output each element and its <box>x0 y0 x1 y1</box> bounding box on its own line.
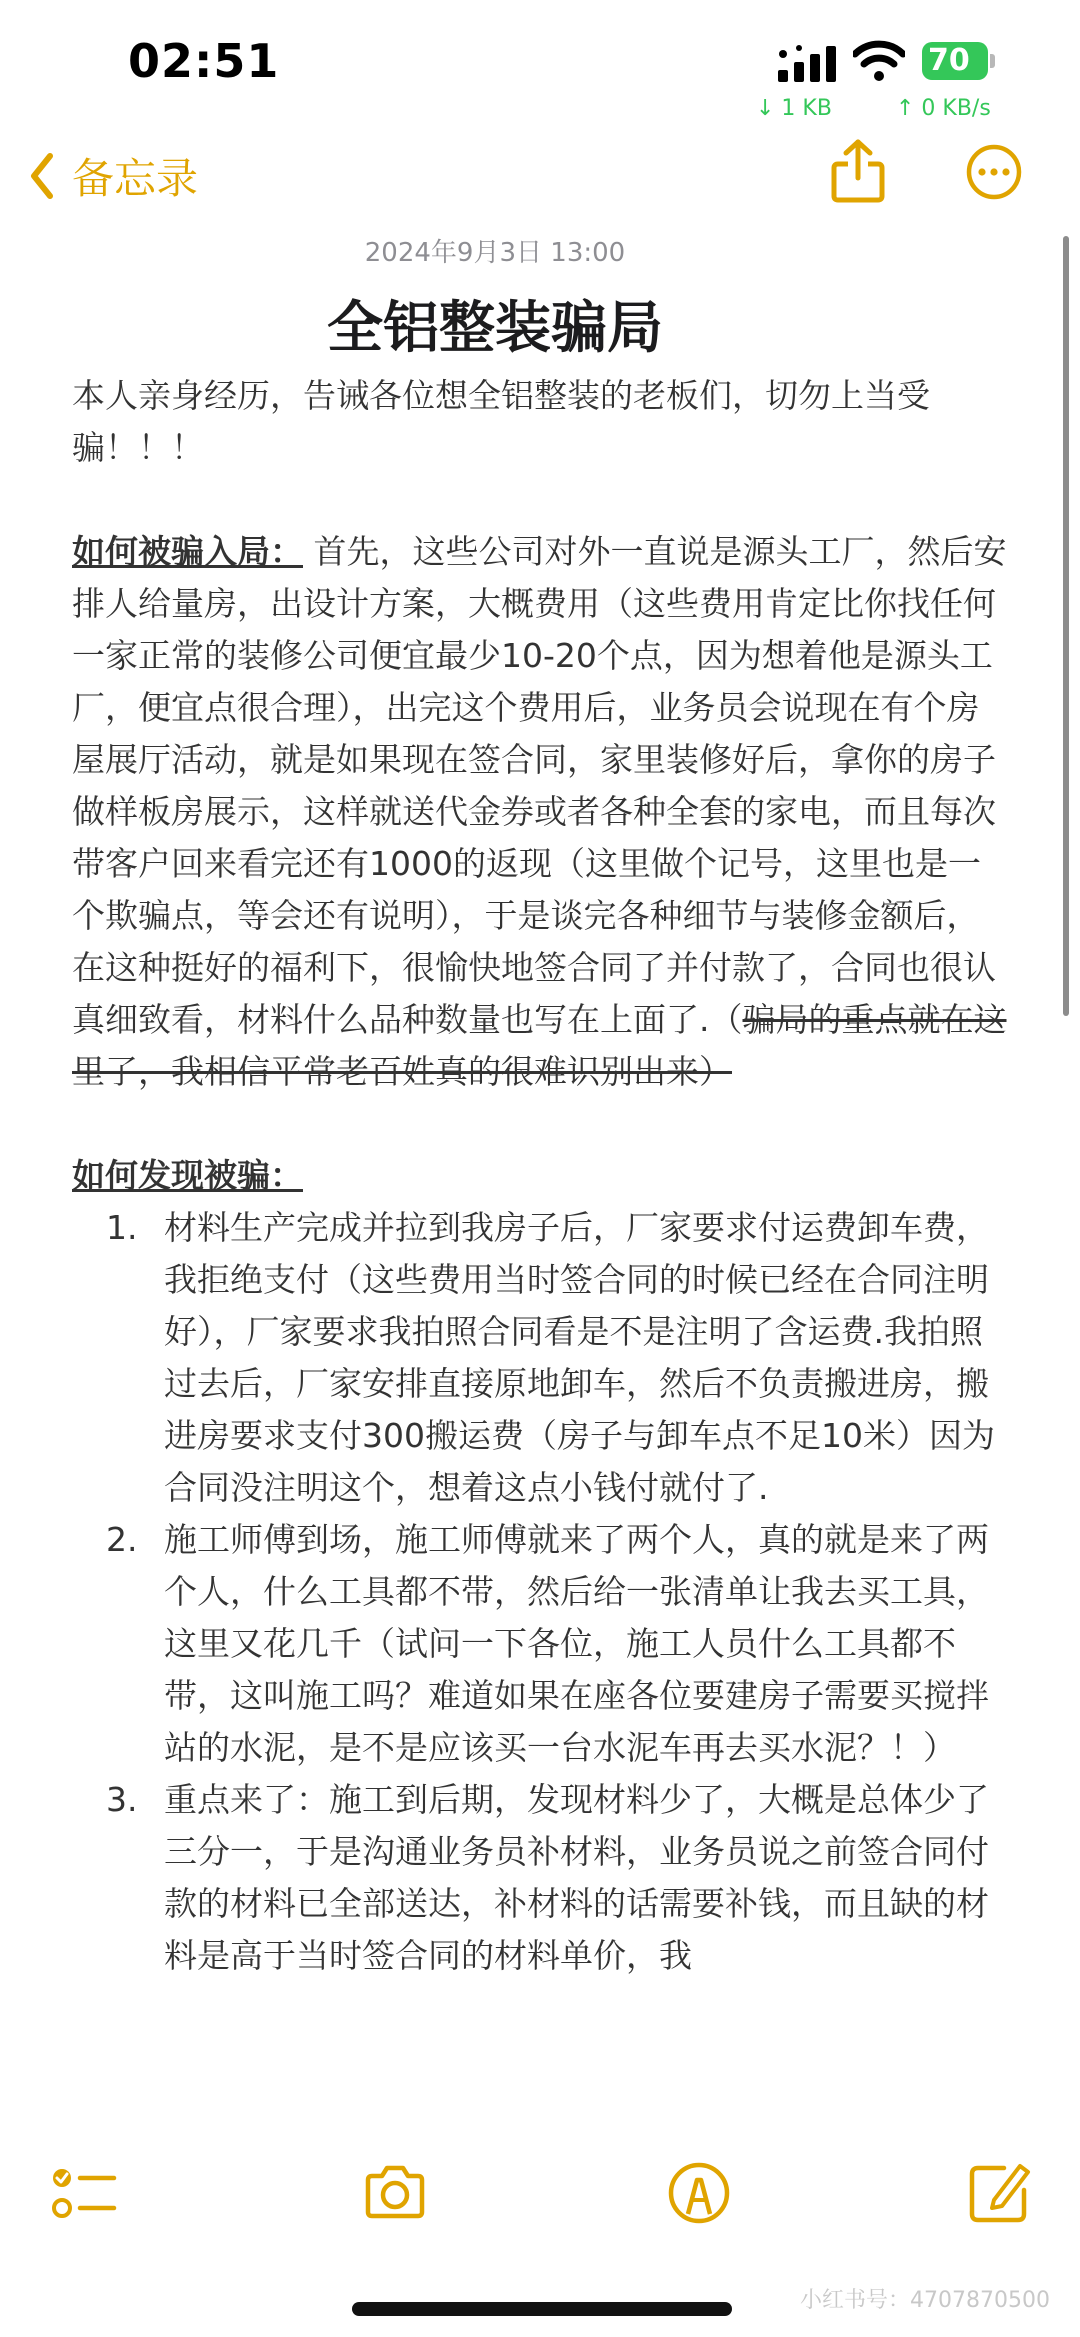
bottom-toolbar <box>0 2140 1080 2250</box>
compose-icon[interactable] <box>964 2158 1034 2228</box>
list-item-text: 材料生产完成并拉到我房子后，厂家要求付运费卸车费，我拒绝支付（这些费用当时签合同的时候已经在合同注明好），厂家要求我拍照合同看是不是注明了含运费.我拍照过去后，厂家安排直接原地卸车，然后不负责搬进房，搬进房要求支付300搬运费（房子与卸车点不足10米）因为合同没注明这个，想着这点小钱付就付了. <box>164 1208 995 1507</box>
list-item <box>72 1514 1012 1774</box>
section2-heading-line <box>72 1150 1012 1202</box>
battery-level: 70 <box>928 43 970 78</box>
blank-line <box>72 474 1012 526</box>
checklist-icon[interactable] <box>48 2158 118 2228</box>
back-button-label: 备忘录 <box>72 154 199 203</box>
note-title[interactable]: 全铝整装骗局 <box>327 296 663 361</box>
status-time: 02:51 <box>128 34 280 88</box>
section1-text: 首先，这些公司对外一直说是源头工厂，然后安排人给量房，出设计方案，大概费用（这些费用肯定比你找任何一家正常的装修公司便宜最少10-20个点，因为想着他是源头工厂，便宜点很合理），出完这个费用后，业务员会说现在有个房屋展厅活动，就是如果现在签合同，家里装修好后，拿你的房子做样板房展示，这样就送代金券或者各种全套的家电，而且每次带客户回来看完还有1000的返现（这里做个记号，这里也是一个欺骗点，等会还有说明），于是谈完各种细节与装修金额后，在这种挺好的福利下，很愉快地签合同了并付款了，合同也很认真细致看，材料什么品种数量也写在上面了.（ <box>72 532 1007 1039</box>
intro-paragraph: 本人亲身经历，告诫各位想全铝整装的老板们，切勿上当受骗！！！ <box>72 376 930 467</box>
network-download-speed: ↓ 1 KB <box>756 96 832 121</box>
watermark-text: 小红书号：4707870500 <box>800 2288 1050 2313</box>
note-date: 2024年9月3日 13:00 <box>364 238 626 268</box>
camera-icon[interactable] <box>360 2158 430 2228</box>
scroll-indicator[interactable] <box>1063 236 1069 1016</box>
steps-list <box>72 1202 1012 1982</box>
list-item-number: 3. <box>106 1780 138 1819</box>
list-item-number: 2. <box>106 1520 138 1559</box>
section1-strikethrough-text: 骗局的重点就在这里了，我相信平常老百姓真的很难识别出来） <box>72 1000 1007 1091</box>
list-item-text: 施工师傅到场，施工师傅就来了两个人，真的就是来了两个人，什么工具都不带，然后给一张清单让我去买工具，这里又花几千（试问一下各位，施工人员什么工具都不带，这叫施工吗？难道如果在座各位要建房子需要买搅拌站的水泥，是不是应该买一台水泥车再去买水泥？！） <box>164 1520 989 1767</box>
network-upload-speed: ↑ 0 KB/s <box>896 96 991 121</box>
markup-pen-icon[interactable] <box>664 2158 734 2228</box>
section1-heading: 如何被骗入局： <box>72 532 303 571</box>
blank-line <box>72 1098 1012 1150</box>
list-item-number: 1. <box>106 1208 138 1247</box>
note-body[interactable] <box>72 370 1012 1982</box>
list-item <box>72 1202 1012 1514</box>
section2-heading: 如何发现被骗： <box>72 1156 303 1195</box>
list-item <box>72 1774 1012 1982</box>
home-indicator[interactable] <box>352 2302 732 2316</box>
section1-paragraph <box>72 526 1012 1098</box>
list-item-text: 重点来了：施工到后期，发现材料少了，大概是总体少了三分一，于是沟通业务员补材料，业务员说之前签合同付款的材料已全部送达，补材料的话需要补钱，而且缺的材料是高于当时签合同的材料单价，我 <box>164 1780 989 1975</box>
